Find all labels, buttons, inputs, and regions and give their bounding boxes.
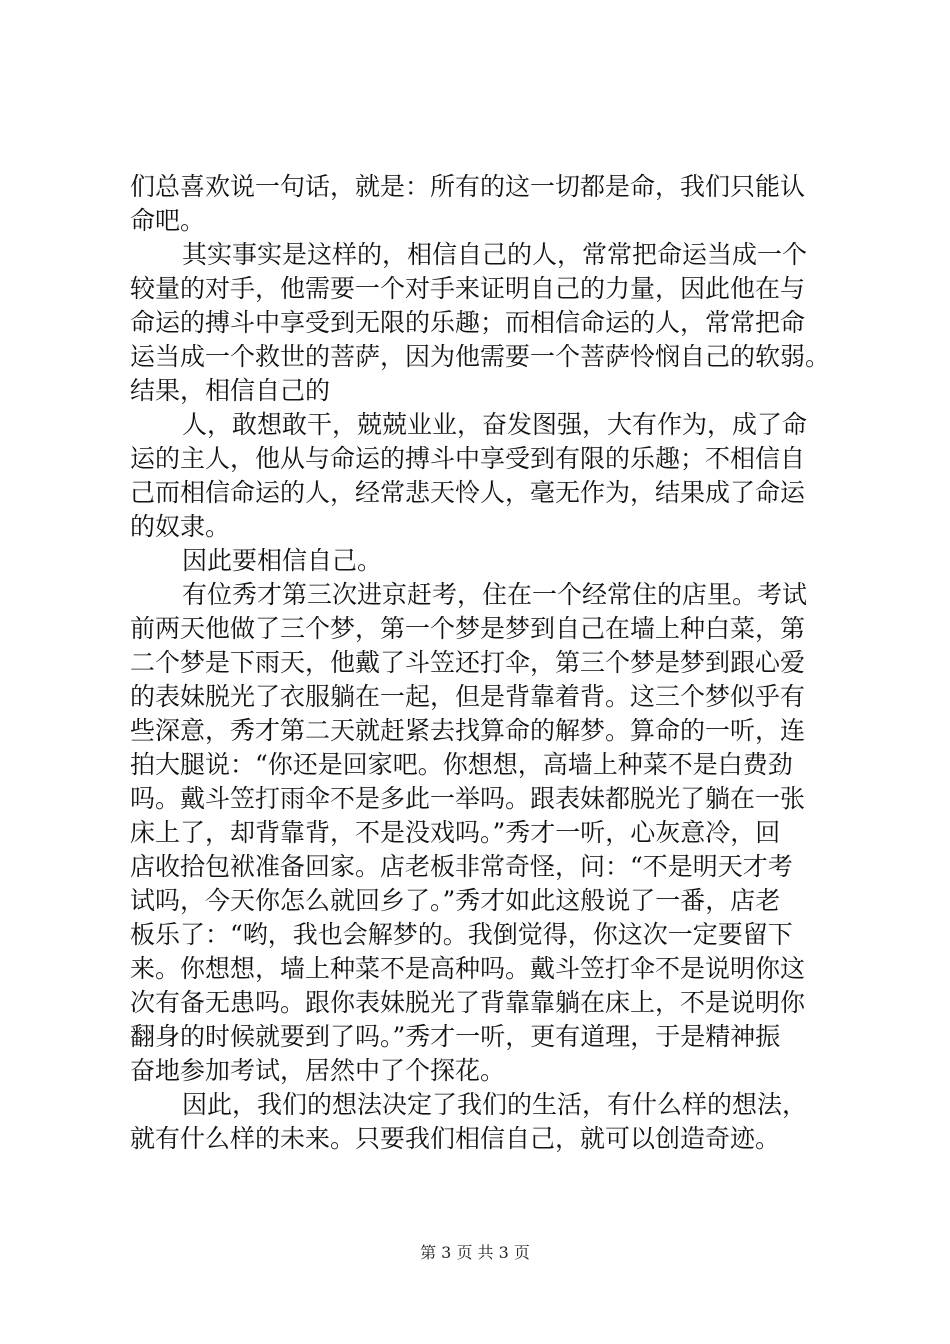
text-line: 命运的搏斗中享受到无限的乐趣；而相信命运的人，常常把命 [130,308,806,337]
text-line: 的表妹脱光了衣服躺在一起，但是背靠着背。这三个梦似乎有 [130,682,806,711]
paragraph-start-line: 其实事实是这样的，相信自己的人，常常把命运当成一个 [182,240,808,269]
text-line: 板乐了：“哟，我也会解梦的。我倒觉得，你这次一定要留下 [130,920,793,949]
text-line: 前两天他做了三个梦，第一个梦是梦到自己在墙上种白菜，第 [130,614,806,643]
text-line: 就有什么样的未来。只要我们相信自己，就可以创造奇迹。 [130,1124,781,1153]
text-line: 们总喜欢说一句话，就是：所有的这一切都是命，我们只能认 [130,172,806,201]
text-line: 结果，相信自己的 [130,376,331,405]
text-line: 吗。戴斗笠打雨伞不是多此一举吗。跟表妹都脱光了躺在一张 [130,784,806,813]
text-line: 些深意，秀才第二天就赶紧去找算命的解梦。算命的一听，连 [130,716,806,745]
text-line: 来。你想想，墙上种菜不是高种吗。戴斗笠打伞不是说明你这 [130,954,806,983]
text-line: 次有备无患吗。跟你表妹脱光了背靠靠躺在床上，不是说明你 [130,988,806,1017]
paragraph-start-line: 有位秀才第三次进京赶考，住在一个经常住的店里。考试 [182,580,808,609]
text-line: 奋地参加考试，居然中了个探花。 [130,1056,506,1085]
text-line: 店收拾包袱准备回家。店老板非常奇怪，问：“不是明天才考 [130,852,793,881]
text-line: 试吗，今天你怎么就回乡了。”秀才如此这般说了一番，店老 [130,886,781,915]
text-line: 命吧。 [130,206,206,235]
text-line: 较量的对手，他需要一个对手来证明自己的力量，因此他在与 [130,274,806,303]
body-text [130,170,842,1156]
text-line: 的奴隶。 [130,512,231,541]
text-line: 床上了，却背靠背，不是没戏吗。”秀才一听，心灰意冷，回 [130,818,781,847]
paragraph-start-line: 因此，我们的想法决定了我们的生活，有什么样的想法， [182,1090,808,1119]
text-line: 运当成一个救世的菩萨，因为他需要一个菩萨怜悯自己的软弱。 [130,342,831,371]
text-line: 二个梦是下雨天，他戴了斗笠还打伞，第三个梦是梦到跟心爱 [130,648,806,677]
page-footer [0,1240,950,1263]
text-line: 翻身的时候就要到了吗。”秀才一听，更有道理，于是精神振 [130,1022,781,1051]
page-number: 第 3 页 共 3 页 [420,1243,530,1262]
paragraph-start-line: 人，敢想敢干，兢兢业业，奋发图强，大有作为，成了命 [182,410,808,439]
paragraph-start-line: 因此要相信自己。 [182,546,383,575]
text-line: 己而相信命运的人，经常悲天怜人，毫无作为，结果成了命运 [130,478,806,507]
text-line: 拍大腿说：“你还是回家吧。你想想，高墙上种菜不是白费劲 [130,750,793,779]
text-line: 运的主人，他从与命运的搏斗中享受到有限的乐趣；不相信自 [130,444,806,473]
